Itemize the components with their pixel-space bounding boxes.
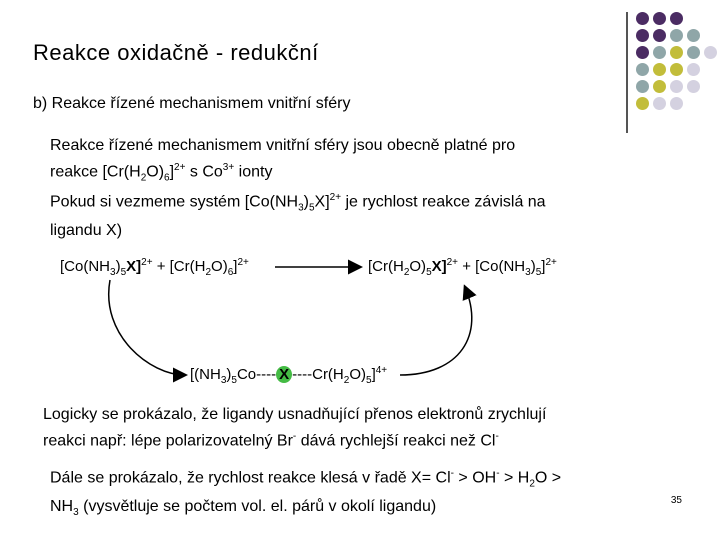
slide-title: Reakce oxidačně - redukční [33,40,319,65]
slide-subtitle: b) Reakce řízené mechanismem vnitřní sféry [33,95,351,112]
paragraph-2-line-2: ligandu X) [50,221,123,239]
dot [653,29,666,42]
dot [653,97,666,110]
paragraph-3-line-1: Logicky se prokázalo, že ligandy usnadňující přenos elektronů zrychlují [43,406,547,423]
dot [636,12,649,25]
dot [670,29,683,42]
dot [636,97,649,110]
paragraph-1-line-2: reakce $[Cr(H_2O)_6]^{2+}$ s $Co^{3+}$ ionty [50,162,273,184]
dot [653,80,666,93]
dot [687,46,700,59]
dot [653,63,666,76]
dot [670,80,683,93]
dot [653,12,666,25]
paragraph-1 [50,135,515,190]
bridged-intermediate-formula: [$(NH_3)_5Co----$ X $----Cr(H_2O)_5]^{4+}$ [190,365,388,386]
dot [636,80,649,93]
page-number: 35 [670,495,682,506]
dot [704,46,717,59]
dot [636,29,649,42]
dot [687,29,700,42]
left-curve-arrow [109,280,185,375]
paragraph-1-line-1: Reakce řízené mechanismem vnitřní sféry jsou obecně platné pro [50,137,516,154]
dot [636,46,649,59]
products-formula: $[Cr(H_2O)_5X]^{2+} + [Co(NH_3)_5]^{2+}$ [368,257,557,278]
paragraph-4-line-2: $NH_3$ (vysvětluje se počtem vol. el. párů v okolí ligandu) [50,497,437,518]
paragraph-2-line-1: Pokud si vezmeme systém $[Co(NH_3)_5X]^{2+}$ je rychlost reakce závislá na [50,192,546,214]
bridging-ligand-x: X [276,366,292,383]
dot [636,63,649,76]
paragraph-4-line-1: Dále se prokázalo, že rychlost reakce klesá v řadě $X= Cl^- > OH^- > H_2O$ > [50,468,562,490]
dot [687,80,700,93]
dot [670,97,683,110]
paragraph-3 [43,404,546,452]
dot [670,63,683,76]
decorative-dot-grid [636,12,720,112]
dot [687,63,700,76]
dot [670,12,683,25]
dot [670,46,683,59]
divider-line [626,12,628,133]
reactants-formula: $[Co(NH_3)_5X]^{2+} + [Cr(H_2O)_6]^{2+}$ [60,257,249,278]
paragraph-2 [50,187,546,242]
right-curve-arrow [400,287,472,375]
reaction-scheme [40,245,620,395]
dot [653,46,666,59]
paragraph-4 [50,463,561,524]
paragraph-3-line-2: reakci např: lépe polarizovatelný Br- dává rychlejší reakci než Cl- [43,431,499,450]
